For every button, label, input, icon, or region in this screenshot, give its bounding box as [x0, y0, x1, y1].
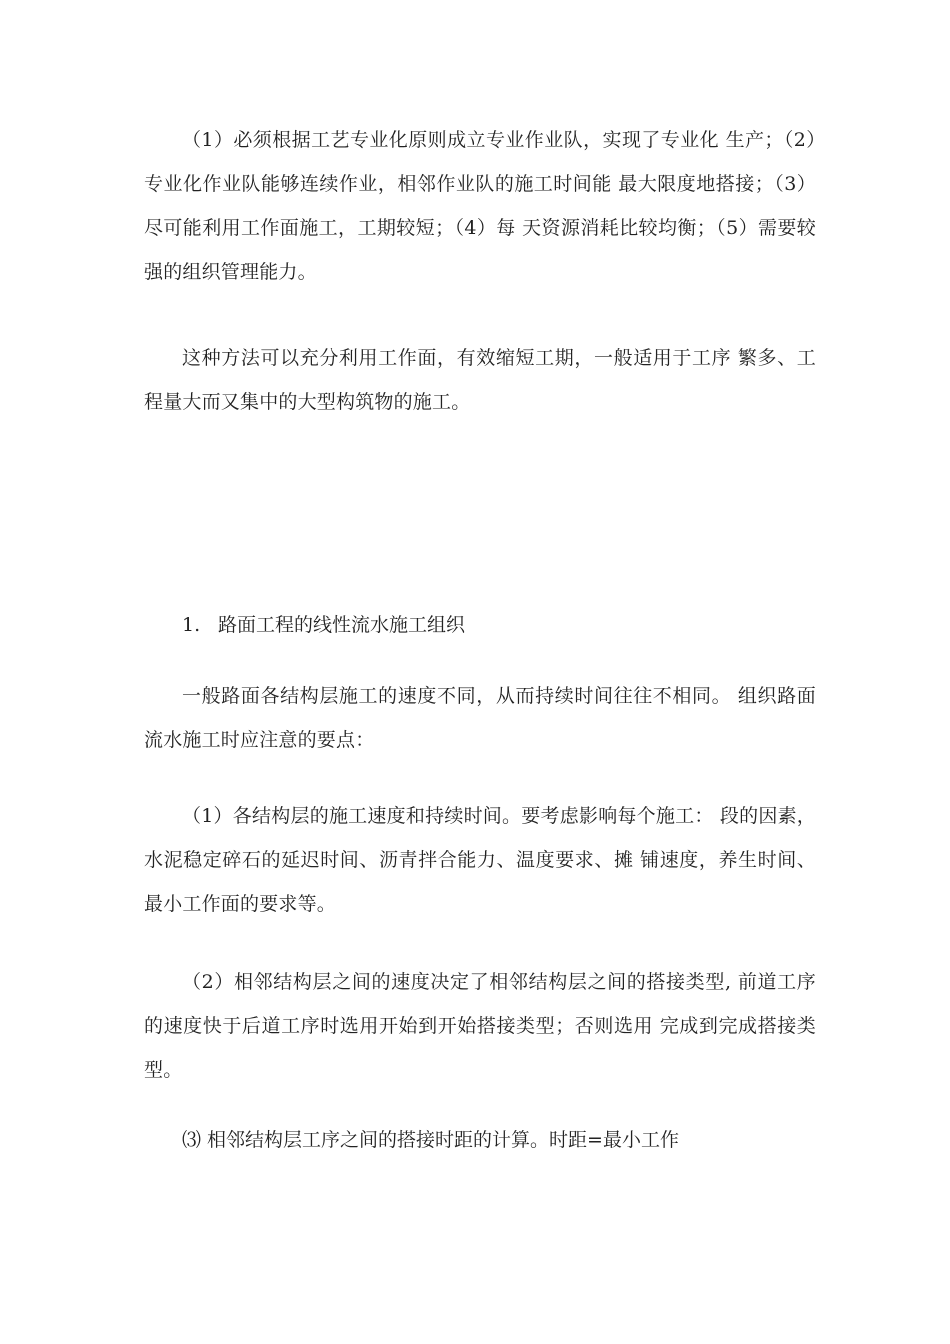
- section-number: 1.: [182, 614, 201, 636]
- section-heading: [182, 610, 465, 640]
- paragraph-application: 这种方法可以充分利用工作面，有效缩短工期，一般适用于工序 繁多、工程量大而又集中的大型构筑物的施工。: [144, 347, 816, 413]
- paragraph-point-3-start: ⑶ 相邻结构层工序之间的搭接时距的计算。时距=最小工作: [182, 1129, 679, 1151]
- paragraph-point-2: （2）相邻结构层之间的速度决定了相邻结构层之间的搭接类型, 前道工序的速度快于后道工序时选用开始到开始搭接类型；否则选用 完成到完成搭接类型。: [144, 971, 816, 1081]
- paragraph-features: （1）必须根据工艺专业化原则成立专业作业队，实现了专业化 生产；（2）专业化作业队能够连续作业，相邻作业队的施工时间能 最大限度地搭接；（3）尽可能利用工作面施工，工期较短；（4）每 天资源消耗比较均衡；（5）需要较强的组织管理能力。: [144, 129, 816, 283]
- paragraph-intro: 一般路面各结构层施工的速度不同，从而持续时间往往不相同。 组织路面流水施工时应注意的要点：: [144, 685, 816, 751]
- section-title: 路面工程的线性流水施工组织: [218, 614, 466, 636]
- paragraph-point-1: （1）各结构层的施工速度和持续时间。要考虑影响每个施工： 段的因素，水泥稳定碎石的延迟时间、沥青拌合能力、温度要求、摊 铺速度，养生时间、最小工作面的要求等。: [144, 805, 816, 915]
